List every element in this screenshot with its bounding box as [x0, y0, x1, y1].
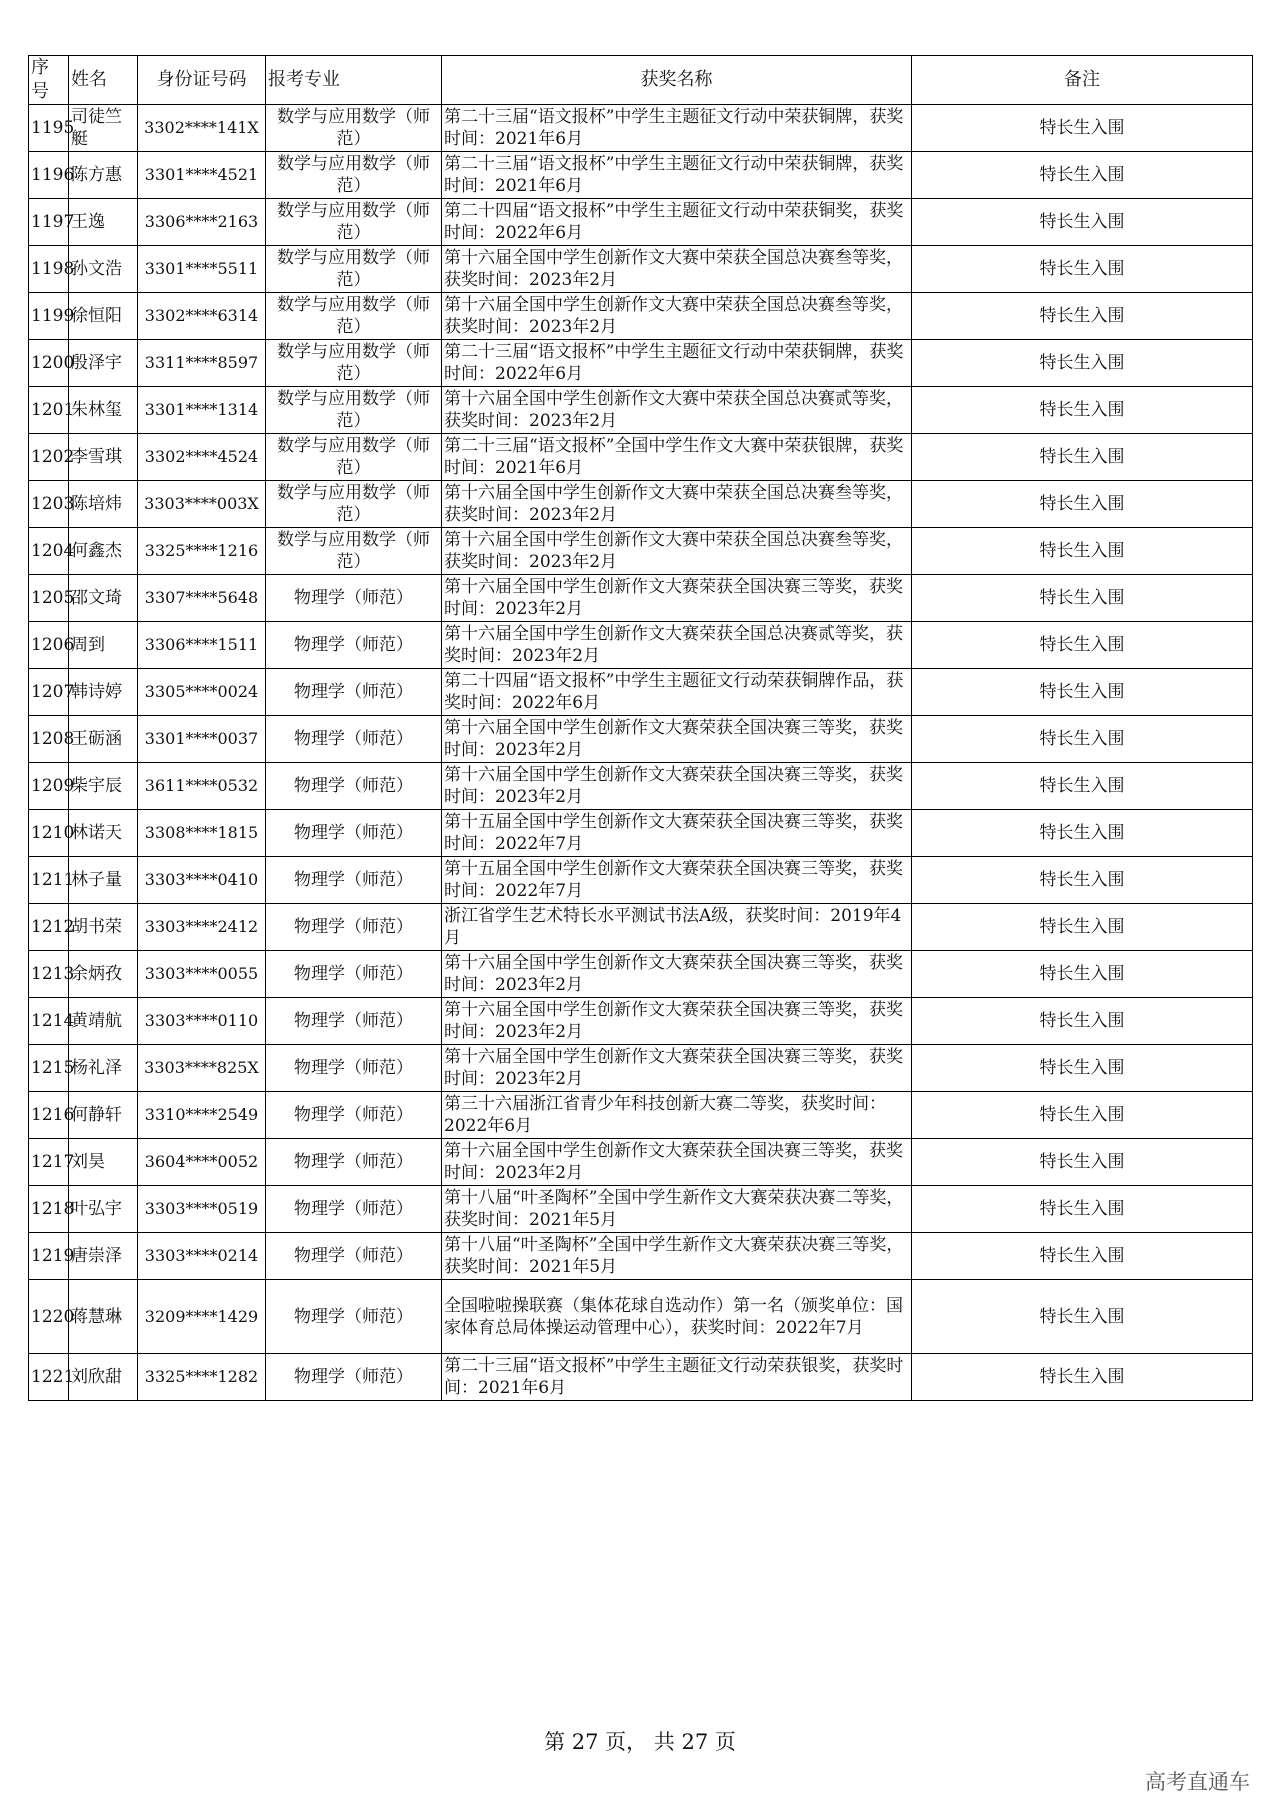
cell-name: 唐崇泽 — [69, 1233, 138, 1280]
cell-serial: 1217 — [29, 1139, 69, 1186]
cell-award: 第二十三届“语文报杯”中学生主题征文行动荣获银奖，获奖时间：2021年6月 — [442, 1354, 912, 1401]
cell-serial: 1200 — [29, 340, 69, 387]
cell-id-number: 3306****1511 — [138, 622, 266, 669]
cell-award: 第十六届全国中学生创新作文大赛荣获全国决赛三等奖，获奖时间：2023年2月 — [442, 716, 912, 763]
cell-major: 数学与应用数学（师范） — [266, 293, 442, 340]
table-row — [29, 998, 1253, 1045]
cell-note: 特长生入围 — [912, 293, 1253, 340]
cell-id-number: 3303****0110 — [138, 998, 266, 1045]
cell-name: 刘欣甜 — [69, 1354, 138, 1401]
cell-major: 物理学（师范） — [266, 1139, 442, 1186]
cell-award: 第二十三届“语文报杯”中学生主题征文行动中荣获铜牌，获奖时间：2022年6月 — [442, 340, 912, 387]
cell-award: 第三十六届浙江省青少年科技创新大赛二等奖，获奖时间：2022年6月 — [442, 1092, 912, 1139]
cell-id-number: 3325****1216 — [138, 528, 266, 575]
cell-note: 特长生入围 — [912, 1092, 1253, 1139]
cell-major: 物理学（师范） — [266, 810, 442, 857]
cell-serial: 1210 — [29, 810, 69, 857]
cell-name: 刘昊 — [69, 1139, 138, 1186]
cell-major: 物理学（师范） — [266, 716, 442, 763]
cell-id-number: 3303****0410 — [138, 857, 266, 904]
cell-serial: 1195 — [29, 105, 69, 152]
cell-name: 王砺涵 — [69, 716, 138, 763]
table-row — [29, 105, 1253, 152]
cell-major: 物理学（师范） — [266, 1092, 442, 1139]
cell-note: 特长生入围 — [912, 1186, 1253, 1233]
table-row — [29, 810, 1253, 857]
cell-award: 第十六届全国中学生创新作文大赛荣获全国总决赛贰等奖，获奖时间：2023年2月 — [442, 622, 912, 669]
header-serial: 序号 — [29, 56, 69, 105]
cell-award: 第十六届全国中学生创新作文大赛中荣获全国总决赛叁等奖，获奖时间：2023年2月 — [442, 528, 912, 575]
cell-major: 物理学（师范） — [266, 1186, 442, 1233]
cell-serial: 1203 — [29, 481, 69, 528]
cell-award: 第十六届全国中学生创新作文大赛中荣获全国总决赛叁等奖，获奖时间：2023年2月 — [442, 481, 912, 528]
cell-major: 数学与应用数学（师范） — [266, 481, 442, 528]
cell-major: 数学与应用数学（师范） — [266, 246, 442, 293]
cell-serial: 1216 — [29, 1092, 69, 1139]
cell-major: 物理学（师范） — [266, 1045, 442, 1092]
cell-award: 第十六届全国中学生创新作文大赛荣获全国决赛三等奖，获奖时间：2023年2月 — [442, 1139, 912, 1186]
cell-name: 殷泽宇 — [69, 340, 138, 387]
cell-major: 物理学（师范） — [266, 763, 442, 810]
cell-id-number: 3301****4521 — [138, 152, 266, 199]
cell-id-number: 3209****1429 — [138, 1280, 266, 1354]
cell-name: 杨礼泽 — [69, 1045, 138, 1092]
cell-serial: 1202 — [29, 434, 69, 481]
cell-serial: 1196 — [29, 152, 69, 199]
header-note: 备注 — [912, 56, 1253, 105]
cell-award: 第二十三届“语文报杯”中学生主题征文行动中荣获铜牌，获奖时间：2021年6月 — [442, 105, 912, 152]
cell-id-number: 3303****825X — [138, 1045, 266, 1092]
cell-award: 第十六届全国中学生创新作文大赛荣获全国决赛三等奖，获奖时间：2023年2月 — [442, 575, 912, 622]
cell-name: 王逸 — [69, 199, 138, 246]
cell-award: 第二十四届“语文报杯”中学生主题征文行动荣获铜牌作品，获奖时间：2022年6月 — [442, 669, 912, 716]
cell-id-number: 3306****2163 — [138, 199, 266, 246]
cell-award: 第十五届全国中学生创新作文大赛荣获全国决赛三等奖，获奖时间：2022年7月 — [442, 857, 912, 904]
cell-name: 何静轩 — [69, 1092, 138, 1139]
cell-id-number: 3310****2549 — [138, 1092, 266, 1139]
cell-major: 物理学（师范） — [266, 904, 442, 951]
cell-id-number: 3325****1282 — [138, 1354, 266, 1401]
cell-serial: 1204 — [29, 528, 69, 575]
cell-major: 物理学（师范） — [266, 998, 442, 1045]
table-row — [29, 387, 1253, 434]
cell-note: 特长生入围 — [912, 340, 1253, 387]
cell-note: 特长生入围 — [912, 904, 1253, 951]
cell-serial: 1205 — [29, 575, 69, 622]
cell-name: 蒋慧琳 — [69, 1280, 138, 1354]
table-row — [29, 199, 1253, 246]
table-row — [29, 669, 1253, 716]
cell-id-number: 3303****0214 — [138, 1233, 266, 1280]
cell-award: 第十八届“叶圣陶杯”全国中学生新作文大赛荣获决赛二等奖，获奖时间：2021年5月 — [442, 1186, 912, 1233]
cell-major: 物理学（师范） — [266, 1280, 442, 1354]
cell-serial: 1207 — [29, 669, 69, 716]
cell-note: 特长生入围 — [912, 434, 1253, 481]
cell-major: 数学与应用数学（师范） — [266, 105, 442, 152]
table-row — [29, 951, 1253, 998]
cell-serial: 1221 — [29, 1354, 69, 1401]
cell-name: 李雪琪 — [69, 434, 138, 481]
cell-major: 物理学（师范） — [266, 622, 442, 669]
cell-name: 林子量 — [69, 857, 138, 904]
header-major: 报考专业 — [266, 56, 442, 105]
cell-award: 全国啦啦操联赛（集体花球自选动作）第一名（颁奖单位：国家体育总局体操运动管理中心），获奖时间：2022年7月 — [442, 1280, 912, 1354]
watermark-text: 高考直通车 — [1145, 1770, 1250, 1794]
cell-major: 物理学（师范） — [266, 951, 442, 998]
cell-note: 特长生入围 — [912, 481, 1253, 528]
cell-name: 陈培炜 — [69, 481, 138, 528]
cell-id-number: 3305****0024 — [138, 669, 266, 716]
cell-id-number: 3302****4524 — [138, 434, 266, 481]
cell-note: 特长生入围 — [912, 199, 1253, 246]
cell-award: 第十六届全国中学生创新作文大赛中荣获全国总决赛叁等奖，获奖时间：2023年2月 — [442, 246, 912, 293]
award-list-table — [28, 55, 1253, 1401]
table-row — [29, 857, 1253, 904]
cell-award: 第十六届全国中学生创新作文大赛中荣获全国总决赛叁等奖，获奖时间：2023年2月 — [442, 293, 912, 340]
cell-serial: 1201 — [29, 387, 69, 434]
cell-name: 叶弘宇 — [69, 1186, 138, 1233]
cell-name: 孙文浩 — [69, 246, 138, 293]
cell-major: 数学与应用数学（师范） — [266, 152, 442, 199]
cell-major: 物理学（师范） — [266, 1233, 442, 1280]
cell-serial: 1199 — [29, 293, 69, 340]
cell-name: 余炳孜 — [69, 951, 138, 998]
cell-major: 数学与应用数学（师范） — [266, 434, 442, 481]
cell-id-number: 3302****6314 — [138, 293, 266, 340]
table-row — [29, 1233, 1253, 1280]
table-header-row — [29, 56, 1253, 105]
cell-note: 特长生入围 — [912, 105, 1253, 152]
cell-note: 特长生入围 — [912, 716, 1253, 763]
cell-name: 韩诗婷 — [69, 669, 138, 716]
cell-note: 特长生入围 — [912, 622, 1253, 669]
table-row — [29, 293, 1253, 340]
cell-note: 特长生入围 — [912, 246, 1253, 293]
cell-serial: 1219 — [29, 1233, 69, 1280]
cell-major: 数学与应用数学（师范） — [266, 199, 442, 246]
cell-award: 第十八届“叶圣陶杯”全国中学生新作文大赛荣获决赛三等奖，获奖时间：2021年5月 — [442, 1233, 912, 1280]
cell-award: 第二十三届“语文报杯”全国中学生作文大赛中荣获银牌，获奖时间：2021年6月 — [442, 434, 912, 481]
table-row — [29, 575, 1253, 622]
cell-note: 特长生入围 — [912, 1354, 1253, 1401]
cell-name: 邵文琦 — [69, 575, 138, 622]
cell-name: 周到 — [69, 622, 138, 669]
cell-major: 数学与应用数学（师范） — [266, 340, 442, 387]
cell-note: 特长生入围 — [912, 1280, 1253, 1354]
cell-note: 特长生入围 — [912, 1233, 1253, 1280]
table-row — [29, 1139, 1253, 1186]
cell-name: 朱林玺 — [69, 387, 138, 434]
cell-name: 黄靖航 — [69, 998, 138, 1045]
cell-id-number: 3303****0055 — [138, 951, 266, 998]
cell-serial: 1211 — [29, 857, 69, 904]
cell-award: 第十五届全国中学生创新作文大赛荣获全国决赛三等奖，获奖时间：2022年7月 — [442, 810, 912, 857]
table-row — [29, 1092, 1253, 1139]
cell-serial: 1214 — [29, 998, 69, 1045]
cell-award: 第二十四届“语文报杯”中学生主题征文行动中荣获铜奖，获奖时间：2022年6月 — [442, 199, 912, 246]
cell-note: 特长生入围 — [912, 1045, 1253, 1092]
cell-serial: 1208 — [29, 716, 69, 763]
cell-id-number: 3301****1314 — [138, 387, 266, 434]
cell-major: 物理学（师范） — [266, 669, 442, 716]
cell-serial: 1197 — [29, 199, 69, 246]
table-row — [29, 763, 1253, 810]
cell-serial: 1212 — [29, 904, 69, 951]
page-number: 第 27 页， 共 27 页 — [544, 1730, 736, 1754]
cell-name: 胡书荣 — [69, 904, 138, 951]
header-name: 姓名 — [69, 56, 138, 105]
cell-id-number: 3311****8597 — [138, 340, 266, 387]
table-row — [29, 246, 1253, 293]
table-row — [29, 481, 1253, 528]
cell-name: 林诺天 — [69, 810, 138, 857]
table-row — [29, 1354, 1253, 1401]
cell-serial: 1209 — [29, 763, 69, 810]
cell-note: 特长生入围 — [912, 387, 1253, 434]
table-row — [29, 1186, 1253, 1233]
cell-note: 特长生入围 — [912, 528, 1253, 575]
header-award: 获奖名称 — [442, 56, 912, 105]
table-row — [29, 340, 1253, 387]
cell-serial: 1218 — [29, 1186, 69, 1233]
table-row — [29, 152, 1253, 199]
cell-name: 徐恒阳 — [69, 293, 138, 340]
cell-id-number: 3302****141X — [138, 105, 266, 152]
cell-name: 何鑫杰 — [69, 528, 138, 575]
cell-serial: 1198 — [29, 246, 69, 293]
cell-serial: 1215 — [29, 1045, 69, 1092]
cell-name: 司徒竺艇 — [69, 105, 138, 152]
cell-id-number: 3303****003X — [138, 481, 266, 528]
cell-note: 特长生入围 — [912, 810, 1253, 857]
cell-name: 柴宇辰 — [69, 763, 138, 810]
cell-id-number: 3604****0052 — [138, 1139, 266, 1186]
cell-id-number: 3301****5511 — [138, 246, 266, 293]
cell-award: 第二十三届“语文报杯”中学生主题征文行动中荣获铜牌，获奖时间：2021年6月 — [442, 152, 912, 199]
cell-note: 特长生入围 — [912, 152, 1253, 199]
cell-serial: 1220 — [29, 1280, 69, 1354]
cell-note: 特长生入围 — [912, 669, 1253, 716]
cell-id-number: 3301****0037 — [138, 716, 266, 763]
table-row — [29, 434, 1253, 481]
cell-note: 特长生入围 — [912, 998, 1253, 1045]
cell-major: 物理学（师范） — [266, 857, 442, 904]
table-row — [29, 904, 1253, 951]
cell-name: 陈方惠 — [69, 152, 138, 199]
cell-id-number: 3308****1815 — [138, 810, 266, 857]
cell-note: 特长生入围 — [912, 951, 1253, 998]
cell-id-number: 3303****2412 — [138, 904, 266, 951]
cell-award: 浙江省学生艺术特长水平测试书法A级，获奖时间：2019年4月 — [442, 904, 912, 951]
cell-award: 第十六届全国中学生创新作文大赛荣获全国决赛三等奖，获奖时间：2023年2月 — [442, 998, 912, 1045]
table-row — [29, 716, 1253, 763]
header-id-number: 身份证号码 — [138, 56, 266, 105]
cell-note: 特长生入围 — [912, 1139, 1253, 1186]
cell-award: 第十六届全国中学生创新作文大赛中荣获全国总决赛贰等奖，获奖时间：2023年2月 — [442, 387, 912, 434]
cell-major: 物理学（师范） — [266, 1354, 442, 1401]
cell-note: 特长生入围 — [912, 763, 1253, 810]
cell-award: 第十六届全国中学生创新作文大赛荣获全国决赛三等奖，获奖时间：2023年2月 — [442, 951, 912, 998]
cell-id-number: 3303****0519 — [138, 1186, 266, 1233]
cell-serial: 1206 — [29, 622, 69, 669]
table-row — [29, 1280, 1253, 1354]
table-row — [29, 528, 1253, 575]
cell-id-number: 3307****5648 — [138, 575, 266, 622]
cell-major: 数学与应用数学（师范） — [266, 387, 442, 434]
cell-award: 第十六届全国中学生创新作文大赛荣获全国决赛三等奖，获奖时间：2023年2月 — [442, 763, 912, 810]
cell-serial: 1213 — [29, 951, 69, 998]
cell-note: 特长生入围 — [912, 857, 1253, 904]
table-row — [29, 1045, 1253, 1092]
cell-award: 第十六届全国中学生创新作文大赛荣获全国决赛三等奖，获奖时间：2023年2月 — [442, 1045, 912, 1092]
table-row — [29, 622, 1253, 669]
cell-major: 物理学（师范） — [266, 575, 442, 622]
cell-id-number: 3611****0532 — [138, 763, 266, 810]
cell-major: 数学与应用数学（师范） — [266, 528, 442, 575]
cell-note: 特长生入围 — [912, 575, 1253, 622]
